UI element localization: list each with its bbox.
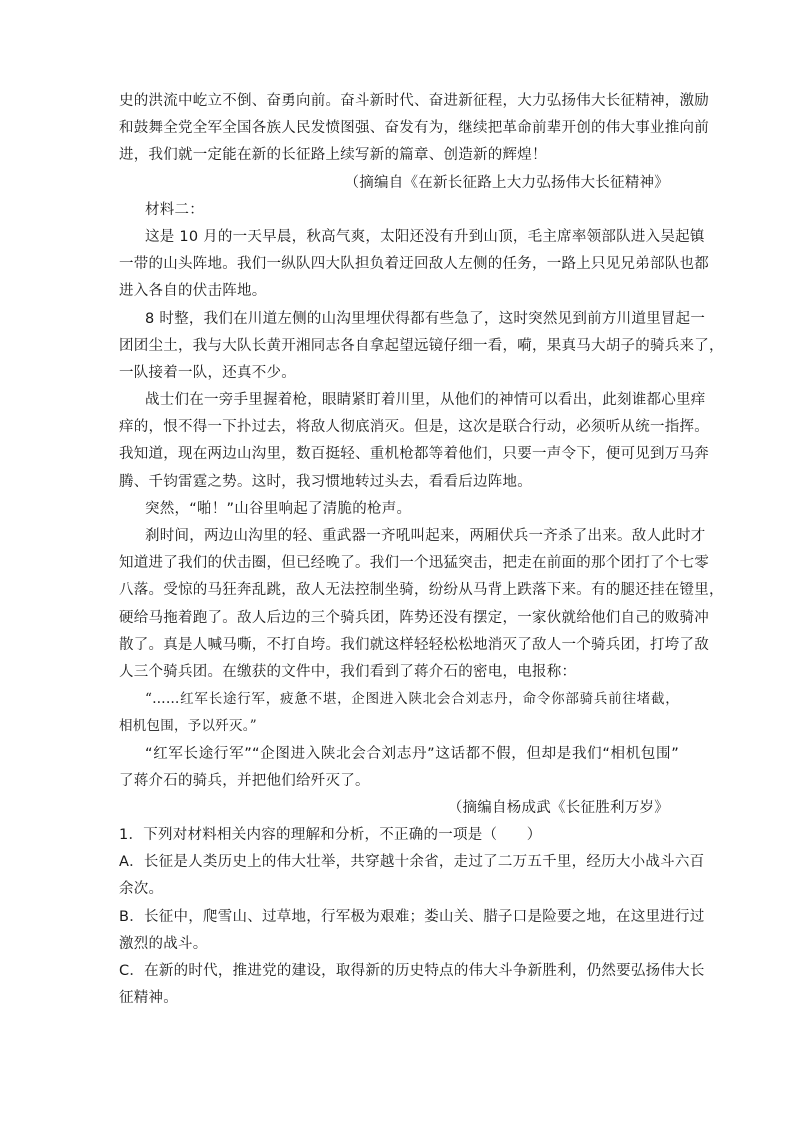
text-line: 知道进了我们的伏击圈，但已经晚了。我们一个迅猛突击，把走在前面的那个团打了个七零 (119, 555, 709, 572)
text-line: 史的洪流中屹立不倒、奋勇向前。奋斗新时代、奋进新征程，大力弘扬伟大长征精神，激励 (119, 93, 709, 109)
section-heading: 材料二： (145, 201, 204, 218)
question-stem: 1．下列对材料相关内容的理解和分析，不正确的一项是（ ） (119, 827, 542, 844)
text-line: 8 时整，我们在川道左侧的山沟里埋伏得都有些急了，这时突然见到前方川道里冒起一 (145, 310, 706, 327)
option-a: A．长征是人类历史上的伟大壮举，共穿越十余省，走过了二万五千里，经历大小战斗六百 (119, 854, 705, 871)
text-line: 刹时间，两边山沟里的轻、重武器一齐吼叫起来，两厢伏兵一齐杀了出来。敌人此时才 (145, 528, 706, 544)
source-citation: （摘编自《在新长征路上大力弘扬伟大长征精神》 (344, 174, 669, 191)
text-line: 腾、千钧雷霆之势。这时，我习惯地转过头去，看看后边阵地。 (119, 473, 532, 490)
source-citation: （摘编自杨成武《长征胜利万岁》 (447, 799, 669, 816)
document-page (119, 88, 724, 1012)
text-line: 团团尘土，我与大队长黄开湘同志各自拿起望远镜仔细一看，嗬，果真马大胡子的骑兵来了， (119, 337, 724, 354)
option-a-cont: 余次。 (119, 881, 164, 898)
text-line: 和鼓舞全党全军全国各族人民发愤图强、奋发有为，继续把革命前辈开创的伟大事业推向前 (119, 120, 709, 137)
telegram-quote: 相机包围，予以歼灭。” (119, 718, 257, 735)
telegram-quote: “……红军长途行军，疲惫不堪，企图进入陕北会合刘志丹，命令你部骑兵前往堵截， (145, 691, 679, 708)
option-b-cont: 激烈的战斗。 (119, 935, 208, 952)
text-line: 我知道，现在两边山沟里，数百挺轻、重机枪都等着他们，只要一声令下，便可见到万马奔 (119, 446, 709, 463)
text-line: 进入各自的伏击阵地。 (119, 283, 267, 300)
text-line: 八落。受惊的马狂奔乱跳，敌人无法控制坐骑，纷纷从马背上跌落下来。有的腿还挂在镫里， (119, 582, 724, 599)
text-line: 突然，“啪！”山谷里响起了清脆的枪声。 (145, 500, 412, 517)
text-line: 散了。真是人喊马嘶，不打自垮。我们就这样轻轻松松地消灭了敌人一个骑兵团，打垮了敌 (119, 636, 709, 653)
text-line: 战士们在一旁手里握着枪，眼睛紧盯着川里，从他们的神情可以看出，此刻谁都心里痒 (145, 392, 706, 409)
option-c-cont: 征精神。 (119, 990, 178, 1007)
text-line: 了蒋介石的骑兵，并把他们给歼灭了。 (119, 772, 370, 789)
option-c: C．在新的时代，推进党的建设，取得新的历史特点的伟大斗争新胜利，仍然要弘扬伟大长 (119, 963, 705, 979)
text-line: “红军长途行军”“企图进入陕北会合刘志丹”这话都不假，但却是我们“相机包围” (145, 745, 679, 762)
text-line: 硬给马拖着跑了。敌人后边的三个骑兵团，阵势还没有摆定，一家伙就给他们自己的败骑冲 (119, 609, 709, 626)
text-line: 一队接着一队，还真不少。 (119, 364, 296, 381)
text-line: 进，我们就一定能在新的长征路上续写新的篇章、创造新的辉煌！ (119, 147, 547, 164)
text-line: 痒的，恨不得一下扑过去，将敌人彻底消灭。但是，这次是联合行动，必须听从统一指挥。 (119, 419, 709, 436)
text-line: 人三个骑兵团。在缴获的文件中，我们看到了蒋介石的密电，电报称： (119, 663, 577, 680)
option-b: B．长征中，爬雪山、过草地，行军极为艰难；娄山关、腊子口是险要之地，在这里进行过 (119, 908, 705, 925)
text-line: 这是 10 月的一天早晨，秋高气爽，太阳还没有升到山顶，毛主席率领部队进入吴起镇 (145, 228, 705, 245)
text-line: 一带的山头阵地。我们一纵队四大队担负着迂回敌人左侧的任务，一路上只见兄弟部队也都 (119, 256, 709, 273)
